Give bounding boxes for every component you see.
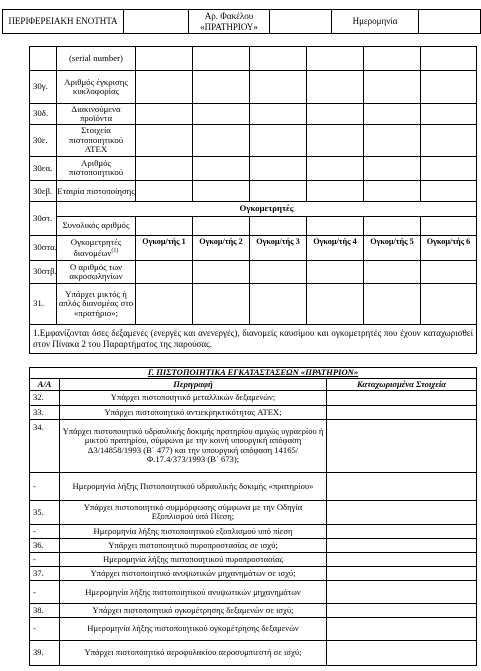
table-row	[30, 419, 477, 472]
table-row	[30, 261, 477, 283]
data-cell[interactable]	[327, 604, 477, 618]
data-cell[interactable]	[421, 103, 477, 124]
table-row	[30, 202, 477, 216]
row-label	[57, 236, 136, 261]
row-number: 31.	[30, 283, 57, 325]
meters-table	[29, 46, 477, 354]
row-description: Υπάρχει πιστοποιητικό ανυψωτικών μηχανημάτων σε ισχύ;	[60, 566, 327, 581]
region-value[interactable]	[124, 10, 189, 34]
row-number: 30ε.	[30, 125, 57, 157]
row-label: Εταιρία πιστοποίησης	[57, 181, 136, 202]
table-row	[30, 368, 477, 379]
row-description: Υπάρχει πιστοποιητικό αντιεκρηκτικότητας ATEX;	[60, 405, 327, 419]
data-cell[interactable]	[250, 125, 307, 157]
data-cell[interactable]	[327, 391, 477, 406]
data-cell[interactable]	[327, 500, 477, 524]
data-cell[interactable]	[364, 71, 421, 104]
table-row	[30, 500, 477, 524]
row-number: 35.	[30, 500, 60, 524]
table-row	[30, 617, 477, 640]
data-cell[interactable]	[193, 181, 250, 202]
data-cell[interactable]	[364, 216, 421, 235]
row-label: Αριθμός πιστοποιητικού	[57, 156, 136, 180]
meter-header-4: Ογκομ/τής 4	[307, 236, 364, 261]
meter-header-3: Ογκομ/τής 3	[250, 236, 307, 261]
row-description: Υπάρχει πιστοποιητικό ογκομέτρησης δεξαμενών σε ισχύ;	[60, 604, 327, 618]
data-cell[interactable]	[421, 283, 477, 325]
row-label: (serial number)	[57, 47, 136, 71]
table-row	[30, 71, 477, 104]
table-row	[30, 125, 477, 157]
table-row	[30, 524, 477, 538]
data-cell[interactable]	[136, 261, 193, 283]
row-number: 39.	[30, 640, 60, 665]
row-description: Ημερομηνία λήξης πιστοποιητικού πυροπροστασίας	[60, 553, 327, 567]
column-header-data: Καταχωρισμένα Στοιχεία	[327, 378, 477, 391]
row-number	[30, 47, 57, 71]
file-number-value[interactable]	[270, 10, 332, 34]
header-table	[2, 9, 481, 34]
data-cell[interactable]	[421, 181, 477, 202]
data-cell[interactable]	[307, 125, 364, 157]
footnote: 1.Εμφανίζονται όσες δεξαμενές (ενεργές και ανενεργές), διανομείς καυσίμου και ογκομετρητές που έχουν καταχωρισθεί στον Πίνακα 2 του Παραρτήματος της παρούσας.	[30, 325, 477, 354]
table-row	[30, 236, 477, 261]
table-row	[30, 581, 477, 604]
meter-header-5: Ογκομ/τής 5	[364, 236, 421, 261]
meter-header-1: Ογκομ/τής 1	[136, 236, 193, 261]
table-row	[30, 103, 477, 124]
data-cell[interactable]	[327, 419, 477, 472]
data-cell[interactable]	[250, 261, 307, 283]
row-label: Συνολικός αριθμός	[57, 216, 136, 235]
data-cell[interactable]	[136, 47, 193, 71]
row-description: Υπάρχει πιστοποιητικό συμμόρφωσης σύμφωνα με την Οδηγία Εξοπλισμού υπό Πίεση;	[60, 500, 327, 524]
table-row	[30, 283, 477, 325]
table-row	[30, 640, 477, 665]
row-label: Στοιχεία πιστοποιητικού ATEX	[57, 125, 136, 157]
data-cell[interactable]	[307, 47, 364, 71]
data-cell[interactable]	[250, 71, 307, 104]
data-cell[interactable]	[136, 125, 193, 157]
row-label: Υπάρχει μικτός ή απλός διανομέας στο «πρατήριο»;	[57, 283, 136, 325]
row-label: Διακινούμενα προϊόντα	[57, 103, 136, 124]
row-description: Ημερομηνία λήξης πιστοποιητικού ανυψωτικών μηχανημάτων	[60, 581, 327, 604]
row-description: Υπάρχει πιστοποιητικό μεταλλικών δεξαμενών;	[60, 391, 327, 406]
table-header-row	[30, 378, 477, 391]
data-cell[interactable]	[193, 71, 250, 104]
data-cell[interactable]	[250, 156, 307, 180]
data-cell[interactable]	[250, 283, 307, 325]
row-number: 30στ.	[30, 202, 57, 236]
meter-header-2: Ογκομ/τής 2	[193, 236, 250, 261]
table-row	[30, 566, 477, 581]
data-cell[interactable]	[250, 47, 307, 71]
row-number: -	[30, 524, 60, 538]
data-cell[interactable]	[421, 125, 477, 157]
row-number: 30στβ.	[30, 261, 57, 283]
row-description: Υπάρχει πιστοποιητικό αεροφυλακίου αεροσυμπιεστή σε ισχύ;	[60, 640, 327, 665]
data-cell[interactable]	[193, 283, 250, 325]
table-row	[30, 553, 477, 567]
table-row	[30, 156, 477, 180]
row-number: -	[30, 472, 60, 500]
data-cell[interactable]	[307, 216, 364, 235]
data-cell[interactable]	[327, 405, 477, 419]
data-cell[interactable]	[193, 47, 250, 71]
row-number: 30δ.	[30, 103, 57, 124]
data-cell[interactable]	[307, 71, 364, 104]
column-header-description: Περιγραφή	[60, 378, 327, 391]
data-cell[interactable]	[193, 261, 250, 283]
row-number: -	[30, 617, 60, 640]
data-cell[interactable]	[250, 216, 307, 235]
data-cell[interactable]	[136, 283, 193, 325]
section-title: Γ. ΠΙΣΤΟΠΟΙΗΤΙΚΑ ΕΓΚΑΤΑΣΤΑΣΕΩΝ «ΠΡΑΤΗΡΙΟΝ»	[30, 368, 477, 379]
row-number: 38.	[30, 604, 60, 618]
data-cell[interactable]	[421, 261, 477, 283]
data-cell[interactable]	[136, 216, 193, 235]
row-number: 33.	[30, 405, 60, 419]
data-cell[interactable]	[327, 640, 477, 665]
row-number: 36.	[30, 538, 60, 553]
data-cell[interactable]	[364, 125, 421, 157]
row-number: -	[30, 581, 60, 604]
data-cell[interactable]	[421, 47, 477, 71]
data-cell[interactable]	[364, 181, 421, 202]
data-cell[interactable]	[193, 103, 250, 124]
table-row	[30, 405, 477, 419]
data-cell[interactable]	[193, 216, 250, 235]
data-cell[interactable]	[421, 71, 477, 104]
data-cell[interactable]	[307, 261, 364, 283]
row-description: Υπάρχει πιστοποιητικό υδραυλικής δοκιμής πρατηρίου αμιγώς υγραερίου ή μικτού πρατηρίου, σύμφωνα με την κοινή υπουργική απόφαση Δ3/14858/1993 (Β΄ 477) και την υπουργική απόφαση 14165/Φ.17.4/373/1993 (Β΄ 673);	[60, 419, 327, 472]
row-number: 34.	[30, 419, 60, 472]
data-cell[interactable]	[250, 181, 307, 202]
data-cell[interactable]	[327, 581, 477, 604]
data-cell[interactable]	[364, 261, 421, 283]
data-cell[interactable]	[327, 524, 477, 538]
data-cell[interactable]	[327, 617, 477, 640]
data-cell[interactable]	[421, 156, 477, 180]
footnote-marker: (1)	[111, 248, 119, 255]
meters-section-header: Ογκομετρητές	[57, 202, 477, 216]
data-cell[interactable]	[327, 472, 477, 500]
data-cell[interactable]	[307, 181, 364, 202]
row-number: 32.	[30, 391, 60, 406]
meter-header-6: Ογκομ/τής 6	[421, 236, 477, 261]
row-number: 37.	[30, 566, 60, 581]
file-number-label: Αρ. Φακέλου «ΠΡΑΤΗΡΙΟΥ»	[189, 10, 270, 34]
row-description: Ημερομηνία λήξης Πιστοποιητικού υδραυλικής δοκιμής «πρατηρίου»	[60, 472, 327, 500]
row-number: 30στα.	[30, 236, 57, 261]
data-cell[interactable]	[250, 103, 307, 124]
column-header-aa: Α/Α	[30, 378, 60, 391]
table-row	[30, 47, 477, 71]
table-row	[30, 391, 477, 406]
table-row	[30, 325, 477, 354]
data-cell[interactable]	[364, 103, 421, 124]
data-cell[interactable]	[327, 553, 477, 567]
row-number: -	[30, 553, 60, 567]
data-cell[interactable]	[136, 156, 193, 180]
region-label: ΠΕΡΙΦΕΡΕΙΑΚΗ ΕΝΟΤΗΤΑ	[3, 10, 124, 34]
table-row	[30, 181, 477, 202]
data-cell[interactable]	[136, 181, 193, 202]
row-description: Ημερομηνία λήξης πιστοποιητικού ογκομέτρησης δεξαμενών	[60, 617, 327, 640]
certificates-table	[29, 367, 477, 666]
data-cell[interactable]	[136, 103, 193, 124]
row-number: 30γ.	[30, 71, 57, 104]
table-row	[30, 604, 477, 618]
data-cell[interactable]	[327, 566, 477, 581]
table-row	[30, 472, 477, 500]
data-cell[interactable]	[364, 47, 421, 71]
data-cell[interactable]	[193, 125, 250, 157]
row-label: Αριθμός έγκρισης κυκλοφορίας	[57, 71, 136, 104]
data-cell[interactable]	[307, 156, 364, 180]
row-label: Ο αριθμός των ακροσωληνίων	[57, 261, 136, 283]
table-row	[30, 538, 477, 553]
data-cell[interactable]	[193, 156, 250, 180]
data-cell[interactable]	[327, 538, 477, 553]
data-cell[interactable]	[364, 156, 421, 180]
table-row	[30, 216, 477, 235]
date-label: Ημερομηνία	[332, 10, 419, 34]
meters-label: Ογκομετρητές διανομέων	[70, 236, 122, 259]
row-description: Ημερομηνία λήξης πιστοποιητικού εξοπλισμού υπό πίεση	[60, 524, 327, 538]
date-value[interactable]	[419, 10, 481, 34]
row-number: 30εα.	[30, 156, 57, 180]
data-cell[interactable]	[136, 71, 193, 104]
row-description: Υπάρχει πιστοποιητικό πυροπροστασίας σε ισχύ;	[60, 538, 327, 553]
row-number: 30εβ.	[30, 181, 57, 202]
data-cell[interactable]	[307, 103, 364, 124]
data-cell[interactable]	[307, 283, 364, 325]
data-cell[interactable]	[421, 216, 477, 235]
data-cell[interactable]	[364, 283, 421, 325]
